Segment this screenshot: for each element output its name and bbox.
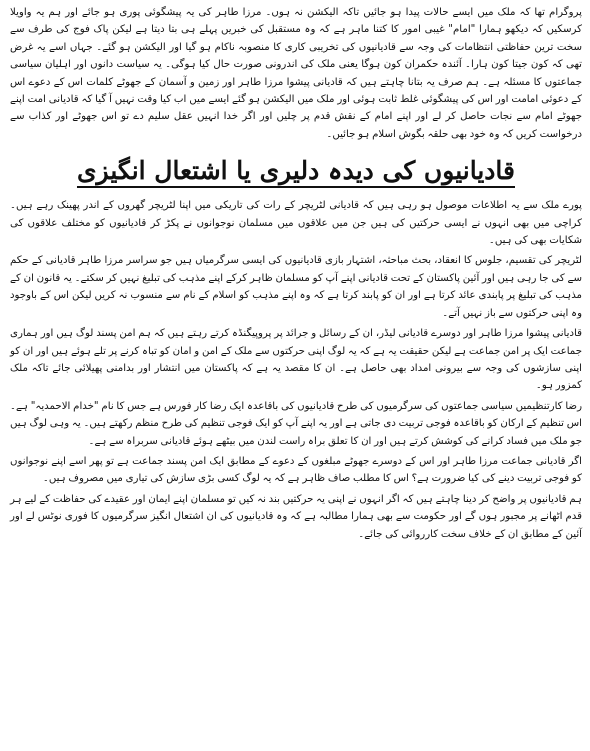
article-headline: قادیانیوں کی دیدہ دلیری یا اشتعال انگیزی bbox=[76, 156, 515, 186]
body-paragraph: قادیانی پیشوا مرزا طاہر اور دوسرے قادیانی لیڈر، ان کے رسائل و جرائد پر پروپیگنڈہ کرتے رہتے ہیں کہ ہم امن پسند لوگ ہیں اور ہماری جماعت ایک پر امن جماعت ہے لیکن حقیقت یہ ہے کہ یہ لوگ اپنی حرکتوں سے ملک کے امن و امان کو تباہ کرنے پر تلے ہوئے ہیں اور ان کو اپنی سازشوں کی وجہ سے بیرونی امداد بھی حاصل ہے۔ ان کا مقصد یہ ہے کہ پاکستان میں انتشار اور بدامنی پھیلائی جائے تاکہ ملک کمزور ہو۔ bbox=[10, 328, 582, 392]
body-paragraph: ہم قادیانیوں پر واضح کر دینا چاہتے ہیں کہ اگر انہوں نے اپنی یہ حرکتیں بند نہ کیں تو مسلمان اپنے ایمان اور عقیدے کی حفاظت کے لیے ہر قدم اٹھانے پر مجبور ہوں گے اور حکومت سے بھی ہمارا مطالبہ ہے کہ وہ قادیانیوں کی ان اشتعال انگیز سرگرمیوں کا فوری نوٹس لے اور آئین کے مطابق ان کے خلاف سخت کارروائی کی جائے۔ bbox=[10, 493, 582, 540]
intro-paragraph bbox=[10, 4, 582, 143]
intro-line: حاصل کر لے اور اپنے امام کے نقش قدم پر چلیں اور اگر خدا انہیں عقل سلیم دے تو اس جھوٹے اور کذاب سے درخواست کریں کہ وہ خود بھی bbox=[10, 111, 582, 140]
intro-line: اس کے دعوئی امامت اور اس کی پیشگوئی غلط ثابت ہوئی اور ملک میں الیکشن ہو گئے ایسے میں اب کیا وقت نہیں آ گیا کہ قادیانی امت اپنے جھوٹے امام سے نجات bbox=[10, 76, 582, 123]
intro-line: غیبی امور کا کتنا ماہر ہے کہ وہ مستقبل کی خبریں پہلے ہی بتا دیتا ہے لیکن پاک فوج کی طرف سے سخت ترین حفاظتی انتظامات کی وجہ سے قادیانیوں کی تخریبی bbox=[10, 24, 582, 53]
intro-line: کاری کا منصوبہ ناکام ہو گیا اور الیکشن ہو گئے۔ جہاں اسے یہ غرض تھی کہ کون جیتا کون ہارا۔ آئندہ حکمران کون ہوگا یعنی ملک کی اندرونی صورت حال کیا ہوگی۔ یہ bbox=[10, 41, 582, 71]
body-paragraph: لٹریچر کی تقسیم، جلوس کا انعقاد، بحث مباحثہ، اشتہار بازی قادیانیوں کی ایسی سرگرمیاں ہیں جو سراسر مرزا طاہر قادیانی کے حکم سے کی جا رہی ہیں اور آئین پاکستان کے تحت قادیانی اپنے آپ کو مسلمان ظاہر کرکے اپنے مذہب کی تبلیغ نہیں کر سکتے۔ یہ قانون ان کے مذہب کی تبلیغ پر پابندی عائد کرتا ہے اور ان کو پابند کرتا ہے کہ وہ اپنے مذہب کو اسلام کے نام سے منسوب نہ کریں لیکن اس کے باوجود وہ اپنی حرکتوں سے باز نہیں آتے۔ bbox=[10, 255, 582, 319]
article-body bbox=[10, 197, 582, 543]
intro-line: پروگرام تھا کہ ملک میں ایسے حالات پیدا ہو جائیں تاکہ الیکشن نہ ہوں۔ مرزا طاہر کی یہ پیشگوئی پوری ہو جائے اور ہم یہ واویلا کرسکیں کہ دیکھو ہمارا "امام" bbox=[10, 7, 582, 36]
body-paragraph: پورے ملک سے یہ اطلاعات موصول ہو رہی ہیں کہ قادیانی لٹریچر کے رات کی تاریکی میں اپنا لٹریچر گھروں کے اندر پھینک رہے ہیں۔ کراچی میں بھی انہوں نے ایسی حرکتیں کی ہیں جن میں علاقوں میں مسلمان نوجوانوں نے پکڑ کر قادیانیوں کو مختلف علاقوں کی شکایات بھی کی ہیں۔ bbox=[10, 200, 582, 247]
body-paragraph: اگر قادیانی جماعت مرزا طاہر اور اس کے دوسرے جھوٹے مبلغوں کے دعوے کے مطابق ایک امن پسند جماعت ہے تو پھر اسے اپنے نوجوانوں کو فوجی تربیت دینے کی کیا ضرورت ہے؟ اس کا مطلب صاف ظاہر ہے کہ یہ لوگ کسی بڑی سازش کی تیاری میں مصروف ہیں۔ bbox=[10, 455, 582, 485]
intro-block bbox=[10, 4, 582, 143]
body-paragraph: رضا کارتنظیمیں سیاسی جماعتوں کی سرگرمیوں کی طرح قادیانیوں کی باقاعدہ ایک رضا کار فورس ہے جس کا نام "خدام الاحمدیہ" ہے۔ اس تنظیم کے ارکان کو باقاعدہ فوجی تربیت دی جاتی ہے اور یہ اپنے آپ کو ایک فوجی تنظیم کی طرح منظم رکھتے ہیں۔ یہ وہی لوگ ہیں جو ملک میں فساد کرانے کی کوشش کرتے ہیں اور ان کا تعلق براہ راست لندن میں بیٹھے ہوئے قادیانی سربراہ سے ہے۔ bbox=[10, 400, 582, 447]
intro-line: حلقہ بگوش اسلام ہو جائیں۔ bbox=[326, 128, 449, 140]
intro-line: سیاست دانوں اور اہلیان سیاسی جماعتوں کا مسئلہ ہے۔ ہم صرف یہ بتانا چاہتے ہیں کہ قادیانی پیشوا مرزا طاہر اور زمین و آسمان کے جھوٹے کلمات اس کے دعوے bbox=[10, 59, 582, 88]
